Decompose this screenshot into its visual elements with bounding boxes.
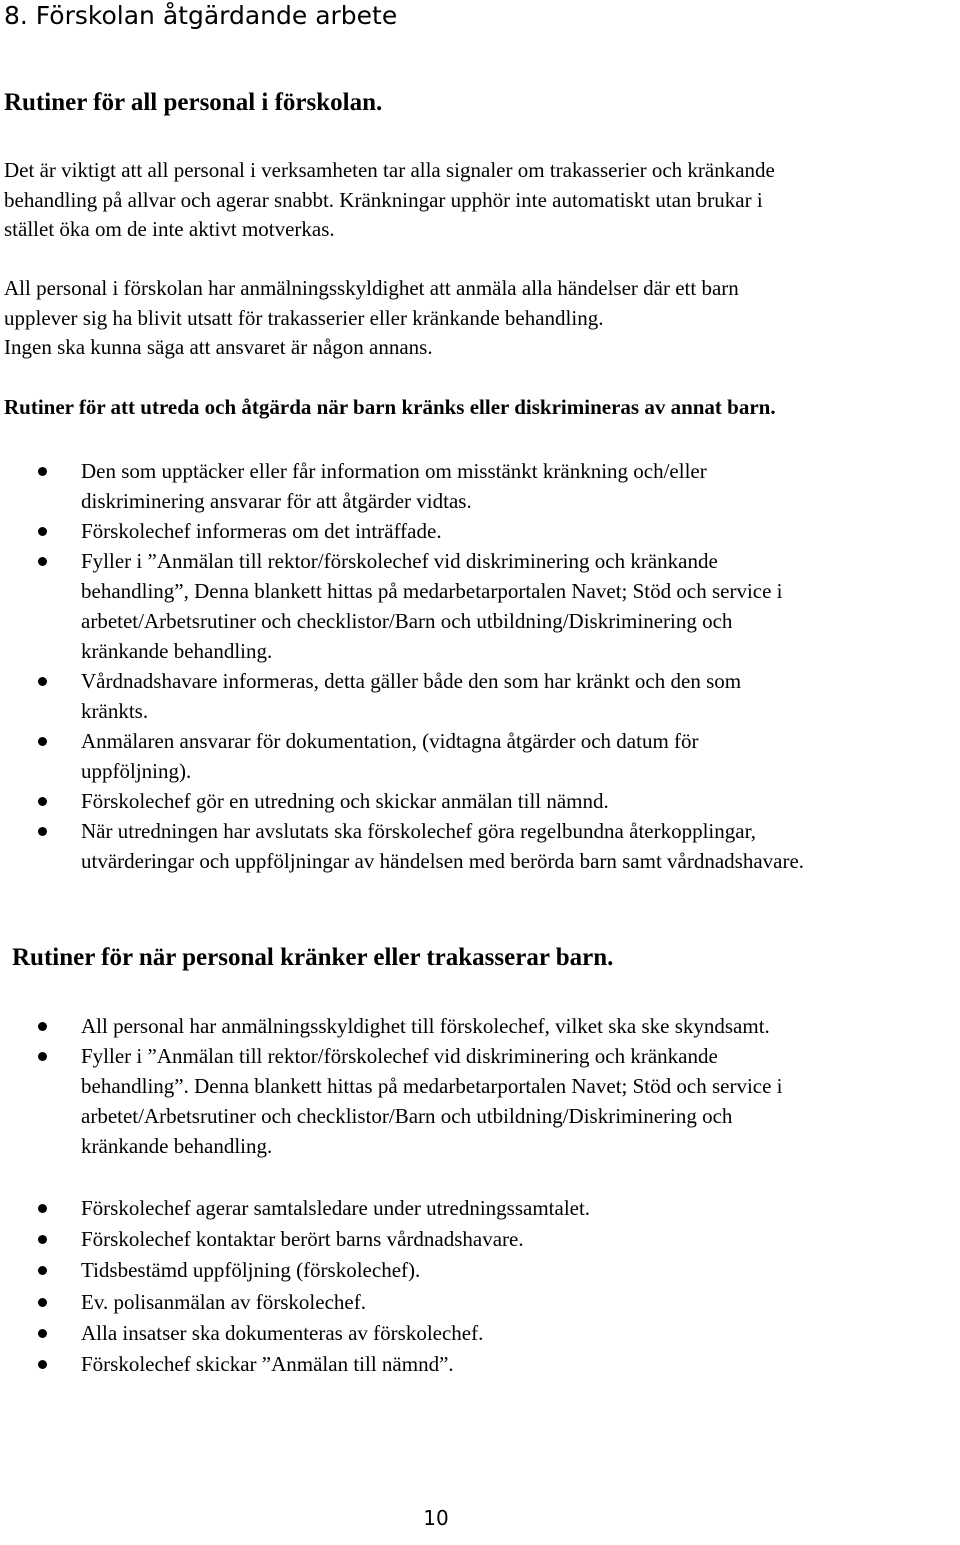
duty-line: All personal i förskolan har anmälningsskyldighet att anmäla alla händelser där ett barn bbox=[4, 276, 739, 300]
list-item: Vårdnadshavare informeras, detta gäller både den som har kränkt och den som kränkts. bbox=[0, 666, 955, 726]
bullet-icon bbox=[38, 1022, 47, 1031]
bullet-icon bbox=[38, 677, 47, 686]
list-item: Fyller i ”Anmälan till rektor/förskolechef vid diskriminering och kränkande behandling”, Denna blankett hittas på medarbetarportalen Navet; Stöd och service i arbetet/Arbetsrutiner och checklistor/Barn och utbildning/Diskriminering och kränkande behandling. bbox=[0, 546, 955, 666]
bullet-icon bbox=[38, 1204, 47, 1213]
duty-line: Ingen ska kunna säga att ansvaret är någon annans. bbox=[4, 335, 433, 359]
bullet-icon bbox=[38, 527, 47, 536]
bullet-icon bbox=[38, 1052, 47, 1061]
personnel-routine-list-a bbox=[0, 1011, 955, 1161]
list-item: Tidsbestämd uppföljning (förskolechef). bbox=[0, 1255, 955, 1286]
bullet-icon bbox=[38, 1329, 47, 1338]
intro-paragraph bbox=[4, 156, 949, 245]
intro-line: behandling på allvar och agerar snabbt. Kränkningar upphör inte automatiskt utan brukar i bbox=[4, 187, 763, 212]
list-item: Fyller i ”Anmälan till rektor/förskolechef vid diskriminering och kränkande behandling”. Denna blankett hittas på medarbetarportalen Navet; Stöd och service i arbetet/Arbetsrutiner och checklistor/Barn och utbildning/Diskriminering och kränkande behandling. bbox=[0, 1041, 955, 1161]
bullet-icon bbox=[38, 557, 47, 566]
list-item: Förskolechef kontaktar berört barns vårdnadshavare. bbox=[0, 1224, 955, 1255]
list-item: När utredningen har avslutats ska förskolechef göra regelbundna återkopplingar, utvärderingar och uppföljningar av händelsen med berörda barn samt vårdnadshavare. bbox=[0, 816, 955, 876]
list-item: Den som upptäcker eller får information om misstänkt kränkning och/eller diskriminering ansvarar för att åtgärder vidtas. bbox=[0, 456, 955, 516]
list-item: Alla insatser ska dokumenteras av förskolechef. bbox=[0, 1318, 955, 1349]
intro-line: stället öka om de inte aktivt motverkas. bbox=[4, 217, 335, 241]
section-heading: 8. Förskolan åtgärdande arbete bbox=[4, 1, 398, 30]
bullet-icon bbox=[38, 827, 47, 836]
duty-line: upplever sig ha blivit utsatt för trakasserier eller kränkande behandling. bbox=[4, 305, 604, 330]
intro-line: Det är viktigt att all personal i verksamheten tar alla signaler om trakasserier och kränkande bbox=[4, 158, 775, 182]
bullet-icon bbox=[38, 467, 47, 476]
bullet-icon bbox=[38, 1235, 47, 1244]
page-number: 10 bbox=[423, 1506, 449, 1530]
bullet-icon bbox=[38, 1298, 47, 1307]
subheading-child-routines: Rutiner för att utreda och åtgärda när barn kränks eller diskrimineras av annat barn. bbox=[4, 395, 776, 419]
child-routine-list bbox=[0, 456, 955, 876]
subheading-staff-routines: Rutiner för all personal i förskolan. bbox=[4, 89, 383, 116]
bullet-icon bbox=[38, 1266, 47, 1275]
list-item: Förskolechef gör en utredning och skickar anmälan till nämnd. bbox=[0, 786, 955, 816]
reporting-duty-paragraph bbox=[4, 274, 949, 363]
bullet-icon bbox=[38, 737, 47, 746]
list-item: Förskolechef informeras om det inträffade. bbox=[0, 516, 955, 546]
list-item: Anmälaren ansvarar för dokumentation, (vidtagna åtgärder och datum för uppföljning). bbox=[0, 726, 955, 786]
list-item: Ev. polisanmälan av förskolechef. bbox=[0, 1287, 955, 1318]
subheading-personnel-routines: Rutiner för när personal kränker eller trakasserar barn. bbox=[12, 944, 614, 971]
personnel-routine-list-b bbox=[0, 1193, 955, 1380]
bullet-icon bbox=[38, 797, 47, 806]
list-item: All personal har anmälningsskyldighet till förskolechef, vilket ska ske skyndsamt. bbox=[0, 1011, 955, 1041]
list-item: Förskolechef skickar ”Anmälan till nämnd”. bbox=[0, 1349, 955, 1380]
bullet-icon bbox=[38, 1360, 47, 1369]
list-item: Förskolechef agerar samtalsledare under utredningssamtalet. bbox=[0, 1193, 955, 1224]
